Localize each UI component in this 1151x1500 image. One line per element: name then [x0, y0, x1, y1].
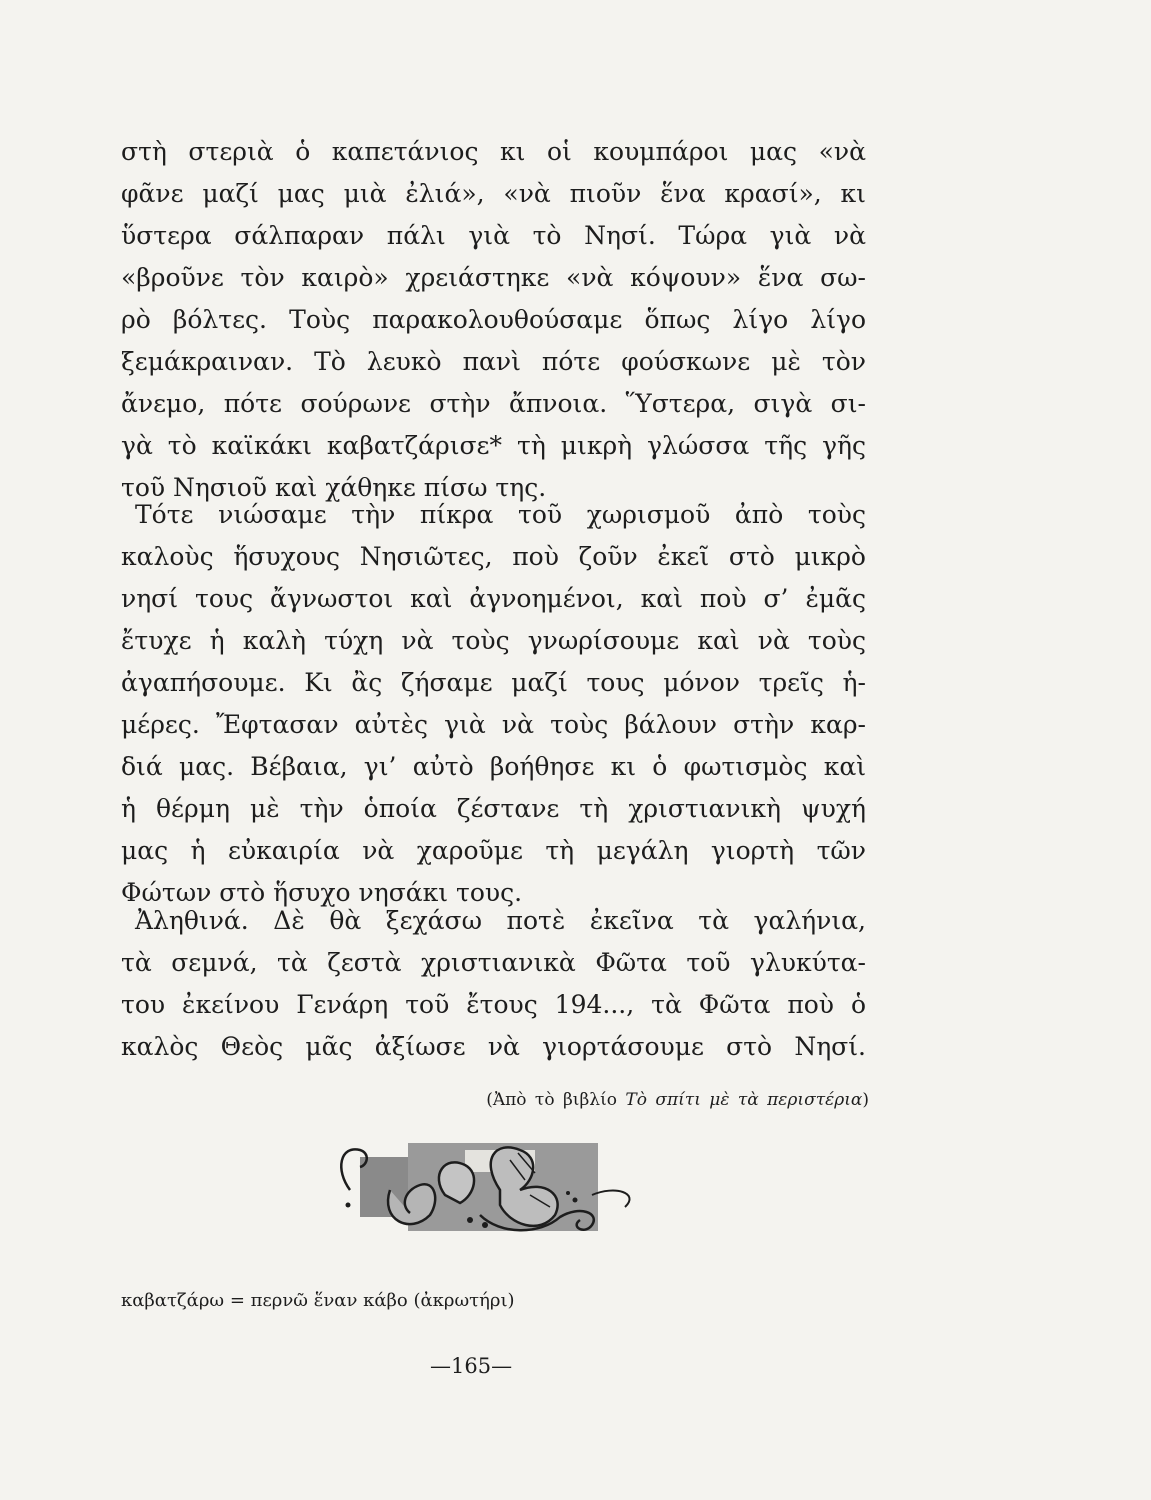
text-line: ἔτυχε ἡ καλὴ τύχη νὰ τοὺς γνωρίσουμε καὶ νὰ τοὺς	[121, 626, 866, 655]
text-line: ρὸ βόλτες. Τοὺς παρακολουθούσαμε ὅπως λίγο λίγο	[121, 305, 866, 334]
ornament-dot	[467, 1217, 473, 1223]
source-book-title: Τὸ σπίτι μὲ τὰ περιστέρια	[625, 1090, 863, 1110]
ornament-dot	[573, 1198, 578, 1203]
ornament-dot	[346, 1203, 351, 1208]
text-line: καλὸς Θεὸς μᾶς ἀξίωσε νὰ γιορτάσουμε στὸ Νησί.	[121, 1032, 866, 1061]
text-line: ὕστερα σάλπαραν πάλι γιὰ τὸ Νησί. Τώρα γιὰ νὰ	[121, 221, 866, 250]
text-line: νησί τους ἄγνωστοι καὶ ἀγνοημένοι, καὶ ποὺ σ’ ἐμᾶς	[121, 584, 866, 613]
butterfly-ornament-icon	[330, 1135, 650, 1250]
text-line: ξεμάκραιναν. Τὸ λευκὸ πανὶ πότε φούσκωνε μὲ τὸν	[121, 347, 866, 376]
text-line: καλοὺς ἥσυχους Νησιῶτες, ποὺ ζοῦν ἐκεῖ στὸ μικρὸ	[121, 542, 866, 571]
text-line: Φώτων στὸ ἥσυχο νησάκι τους.	[121, 878, 523, 907]
footnote: καβατζάρω = περνῶ ἕναν κάβο (ἀκρωτήρι)	[121, 1290, 515, 1311]
text-line: τὰ σεμνά, τὰ ζεστὰ χριστιανικὰ Φῶτα τοῦ γλυκύτα-	[121, 948, 866, 977]
text-line: στὴ στεριὰ ὁ καπετάνιος κι οἱ κουμπάροι μας «νὰ	[121, 137, 866, 166]
text-line: ἄνεμο, πότε σούρωνε στὴν ἄπνοια. Ὕστερα, σιγὰ σι-	[121, 389, 866, 418]
paragraph-2	[121, 494, 866, 914]
paragraph-1	[121, 131, 866, 509]
text-line: «βροῦνε τὸν καιρὸ» χρειάστηκε «νὰ κόψουν» ἕνα σω-	[121, 263, 866, 292]
text-line: Τότε νιώσαμε τὴν πίκρα τοῦ χωρισμοῦ ἀπὸ τοὺς	[135, 500, 866, 529]
text-line: ἀγαπήσουμε. Κι ἂς ζήσαμε μαζί τους μόνον τρεῖς ἡ-	[121, 668, 866, 697]
ornament-dot	[482, 1222, 488, 1228]
source-suffix: )	[862, 1090, 869, 1110]
page-number: —165—	[430, 1354, 513, 1378]
text-line: ἡ θέρμη μὲ τὴν ὁποία ζέστανε τὴ χριστιανικὴ ψυχή	[121, 794, 866, 823]
source-prefix: (Ἀπὸ τὸ βιβλίο	[486, 1090, 626, 1110]
text-line: μας ἡ εὐκαιρία νὰ χαροῦμε τὴ μεγάλη γιορτὴ τῶν	[121, 836, 866, 865]
paragraph-3	[121, 900, 866, 1068]
text-line: του ἐκείνου Γενάρη τοῦ ἔτους 194..., τὰ Φῶτα ποὺ ὁ	[121, 990, 866, 1019]
text-line: Ἀληθινά. Δὲ θὰ ξεχάσω ποτὲ ἐκεῖνα τὰ γαλήνια,	[135, 906, 866, 935]
text-line: τοῦ Νησιοῦ καὶ χάθηκε πίσω της.	[121, 473, 547, 502]
text-line: μέρες. Ἔφτασαν αὐτὲς γιὰ νὰ τοὺς βάλουν στὴν καρ-	[121, 710, 866, 739]
ornament-dot	[566, 1191, 570, 1195]
text-line: γὰ τὸ καϊκάκι καβατζάρισε* τὴ μικρὴ γλώσσα τῆς γῆς	[121, 431, 866, 460]
text-line: φᾶνε μαζί μας μιὰ ἐλιά», «νὰ πιοῦν ἕνα κρασί», κι	[121, 179, 866, 208]
source-citation	[486, 1090, 869, 1110]
text-line: διά μας. Βέβαια, γι’ αὐτὸ βοήθησε κι ὁ φωτισμὸς καὶ	[121, 752, 866, 781]
